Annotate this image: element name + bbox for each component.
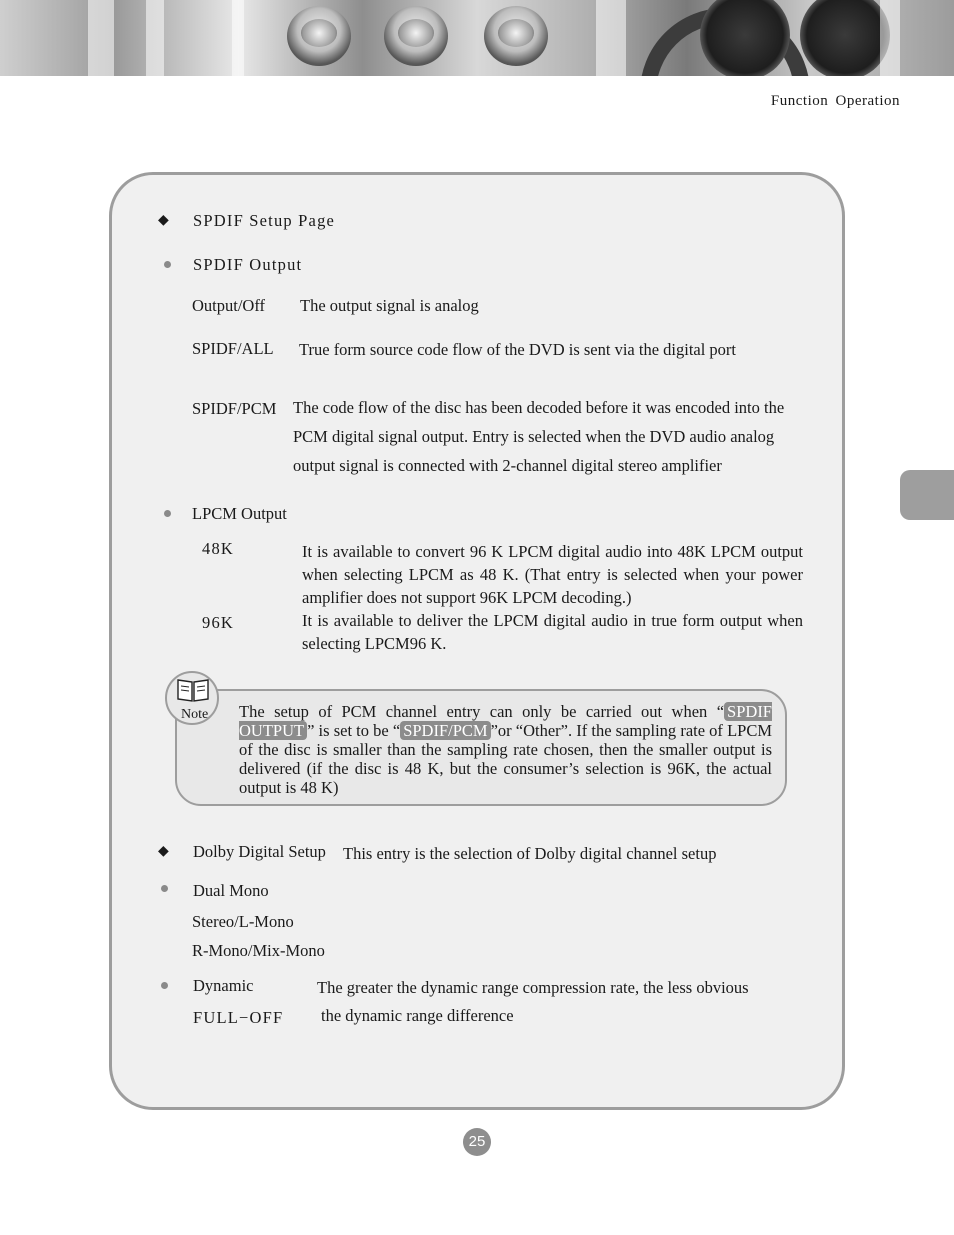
spdif-title: SPDIF Setup Page <box>193 211 336 230</box>
dynamic-desc: The greater the dynamic range compression rate, the less obvious <box>317 978 749 997</box>
highlight-spdif-output: SPDIF OUTPUT <box>239 702 772 740</box>
header-banner-image <box>0 0 954 76</box>
bullet-dot-icon <box>164 510 171 517</box>
spdif-item-label: SPIDF/ALL <box>192 339 274 358</box>
spdif-output-heading: SPDIF Output <box>193 255 303 274</box>
diamond-bullet-icon: ◆ <box>158 844 169 859</box>
note-label: Note <box>181 707 209 722</box>
spdif-item-desc: The output signal is analog <box>300 296 479 315</box>
bullet-dot-icon <box>161 982 168 989</box>
chapter-tab <box>900 470 954 520</box>
dolby-title: Dolby Digital Setup <box>193 842 326 861</box>
bullet-dot-icon <box>164 261 171 268</box>
dual-mono-option: R-Mono/Mix-Mono <box>192 941 325 960</box>
note-text: The setup of PCM channel entry can only be carried out when “ SPDIF OUTPUT ” is set to be “ SPDIF/PCM ”or “Other”. If the sampling rate of LPCM of the disc is smaller than the sampling rate chosen, then the smaller output is delivered (if the disc is 48 K, but the consumer’s selection is 96K, the actual output is 48 K) <box>239 702 772 797</box>
dynamic-heading: Dynamic <box>193 976 254 995</box>
spdif-item-desc: The code flow of the disc has been decoded before it was encoded into the PCM digital signal output. Entry is selected when the DVD audio analog output signal is connected with 2-channel digital stereo amplifier <box>293 398 785 475</box>
spdif-item-desc: True form source code flow of the DVD is sent via the digital port <box>299 340 737 359</box>
lpcm-item-label: 48K <box>202 539 235 558</box>
lpcm-heading: LPCM Output <box>192 504 287 523</box>
diamond-bullet-icon: ◆ <box>158 213 169 228</box>
dynamic-desc: the dynamic range difference <box>321 1006 514 1025</box>
dual-mono-option: Stereo/L-Mono <box>192 912 294 931</box>
lpcm-item-label: 96K <box>202 613 235 632</box>
bullet-dot-icon <box>161 885 168 892</box>
dolby-desc: This entry is the selection of Dolby digital channel setup <box>343 844 717 863</box>
dual-mono-heading: Dual Mono <box>193 881 269 900</box>
lpcm-item-desc: It is available to deliver the LPCM digital audio in true form output when selecting LPCM96 K. <box>302 611 803 653</box>
highlight-spdif-pcm: SPDIF/PCM <box>400 721 490 740</box>
spdif-item-label: SPIDF/PCM <box>192 399 277 418</box>
dynamic-range: FULL−OFF <box>193 1008 284 1027</box>
spdif-item-label: Output/Off <box>192 296 266 315</box>
section-header: Function Operation <box>770 93 900 109</box>
lpcm-item-desc: It is available to convert 96 K LPCM digital audio into 48K LPCM output when selecting LPCM as 48 K. (That entry is selected when your power amplifier does not support 96K LPCM decoding.) <box>302 542 803 607</box>
page-number: 25 <box>463 1128 491 1156</box>
